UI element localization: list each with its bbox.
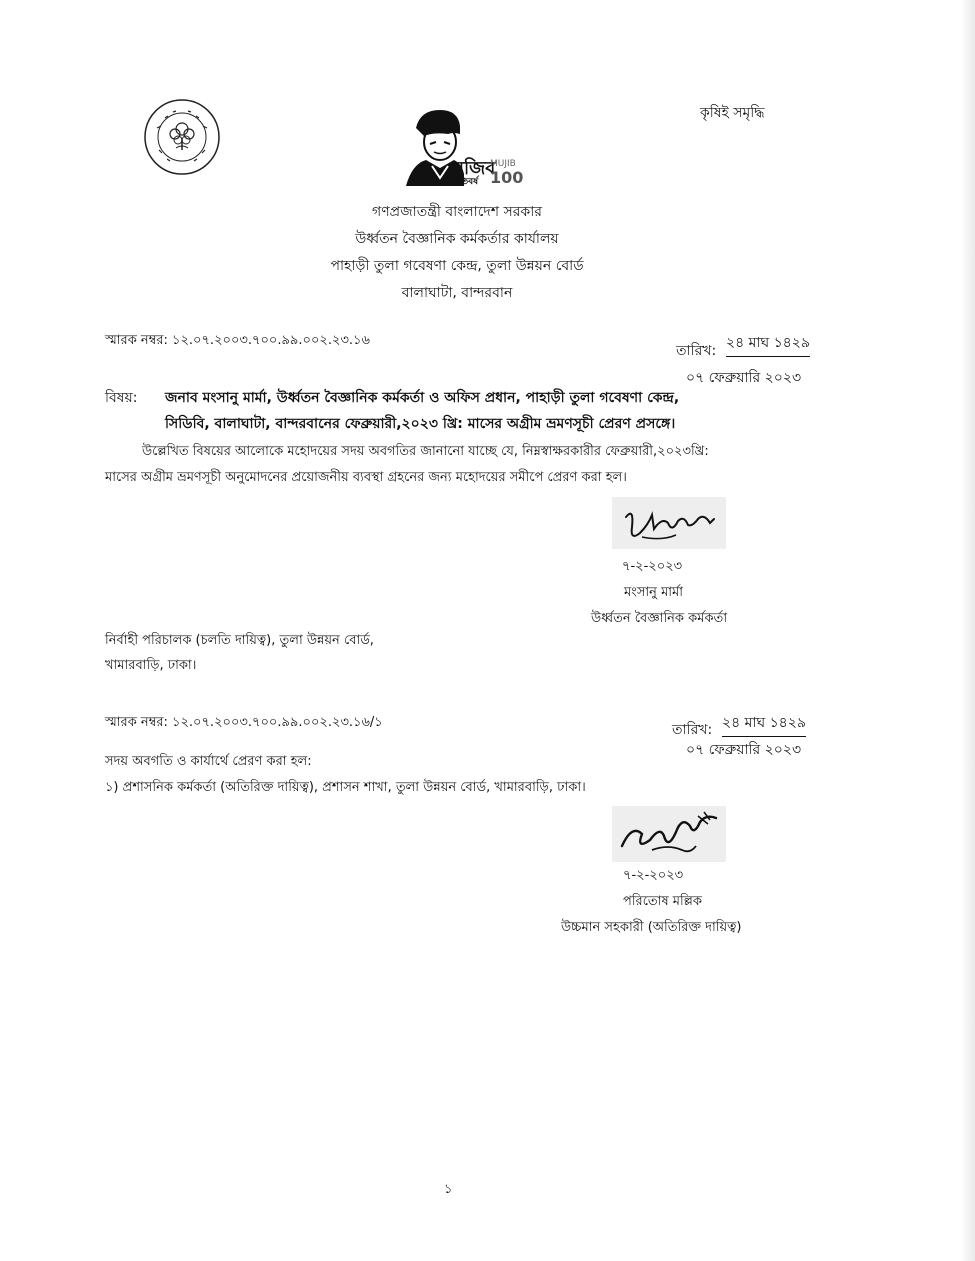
memo-date-label: তারিখ: [676, 343, 717, 359]
subject-line-2: সিডিবি, বালাঘাটা, বান্দরবানের ফেব্রুয়ারী,২০২৩ খ্রি: মাসের অগ্রীম ভ্রমণসূচী প্রেরণ প্রসঙ্গে। [165, 416, 676, 432]
scan-edge-shadow [961, 0, 975, 1261]
subject-line-1: জনাব মংসানু মার্মা, উর্ধ্বতন বৈজ্ঞানিক কর্মকর্তা ও অফিস প্রধান, পাহাড়ী তুলা গবেষণা কেন্দ্র, [165, 390, 680, 406]
header-line-4: বালাঘাটা, বান্দরবান [401, 285, 513, 301]
mujib-bangla-subtext: শতবর্ষ [456, 177, 479, 187]
mujib-borsho-logo [402, 104, 524, 188]
memo-2-date-bangla: ২৪ মাঘ ১৪২৯ [722, 711, 806, 737]
mujib-bangla-text: মুজিব [454, 158, 496, 179]
memo-date-bangla: ২৪ মাঘ ১৪২৯ [726, 331, 810, 357]
body-line-1: উল্লেখিত বিষয়ের আলোকে মহোদয়ের সদয় অবগতির জানানো যাচ্ছে যে, নিম্নস্বাক্ষরকারীর ফেব্রুয়ারী,২০২৩খ্রি: [142, 444, 709, 459]
memo-date-english: ০৭ ফেব্রুয়ারি ২০২৩ [686, 370, 802, 386]
memo-2-date-english: ০৭ ফেব্রুয়ারি ২০২৩ [686, 742, 802, 758]
copy-intro: সদয় অবগতি ও কার্যার্থে প্রেরণ করা হল: [105, 754, 312, 769]
signature-1-image [612, 497, 726, 549]
memo-2-date-label: তারিখ: [672, 722, 713, 738]
page-number: ১ [444, 1182, 453, 1197]
mujib-english-text: MUJIB [490, 159, 516, 169]
memo-reference-number: স্মারক নম্বর: ১২.০৭.২০০৩.৭০০.৯৯.০০২.২৩.১৬ [105, 333, 370, 348]
subject-label: বিষয়: [105, 390, 138, 406]
body-line-2: মাসের অগ্রীম ভ্রমণসূচী অনুমোদনের প্রয়োজনীয় ব্যবস্থা গ্রহনের জন্য মহোদয়ের সমীপে প্রেরণ করা হল। [105, 470, 627, 485]
header-line-1: গণপ্রজাতন্ত্রী বাংলাদেশ সরকার [372, 204, 542, 220]
signer-1-title: উর্ধ্বতন বৈজ্ঞানিক কর্মকর্তা [591, 611, 728, 626]
signature-2-image [612, 806, 726, 862]
memo-2-reference-number: স্মারক নম্বর: ১২.০৭.২০০৩.৭০০.৯৯.০০২.২৩.১৬/১ [105, 715, 383, 730]
header-line-2: উর্ধ্বতন বৈজ্ঞানিক কর্মকর্তার কার্যালয় [355, 231, 559, 247]
signer-2-name: পরিতোষ মল্লিক [623, 894, 703, 909]
slogan-text: কৃষিই সমৃদ্ধি [700, 105, 765, 121]
cotton-board-seal-logo [143, 98, 221, 176]
recipient-line-1: নির্বাহী পরিচালক (চলতি দায়িত্ব), তুলা উন্নয়ন বোর্ড, [105, 633, 374, 648]
mujib-100-text: 100 [490, 168, 524, 187]
signer-2-date: ৭-২-২০২৩ [623, 868, 684, 883]
header-line-3: পাহাড়ী তুলা গবেষণা কেন্দ্র, তুলা উন্নয়ন বোর্ড [330, 258, 584, 274]
signer-1-date: ৭-২-২০২৩ [622, 559, 683, 574]
copy-item-1: ১) প্রশাসনিক কর্মকর্তা (অতিরিক্ত দায়িত্ব), প্রশাসন শাখা, তুলা উন্নয়ন বোর্ড, খামারবাড়ি, ঢাকা। [105, 780, 586, 795]
recipient-line-2: খামারবাড়ি, ঢাকা। [105, 658, 197, 673]
signer-1-name: মংসানু মার্মা [624, 585, 684, 600]
signer-2-title: উচ্চমান সহকারী (অতিরিক্ত দায়িত্ব) [561, 920, 742, 935]
